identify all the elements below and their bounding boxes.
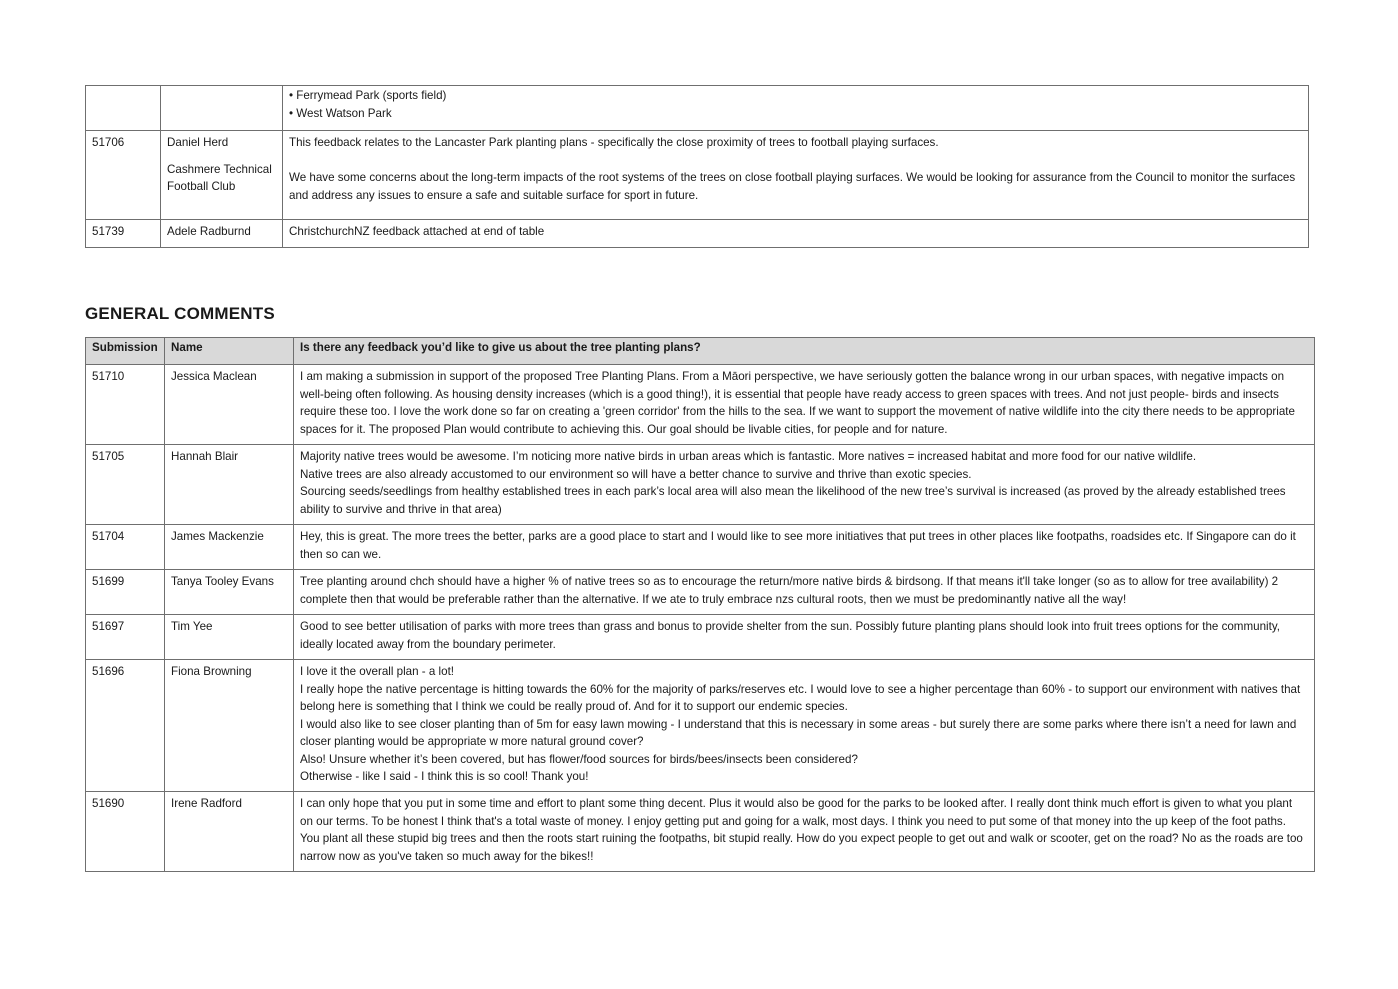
feedback-cell bbox=[283, 131, 1309, 220]
feedback-line: Sourcing seeds/seedlings from healthy established trees in each park’s local area will also mean the likelihood of the new tree’s survival is increased (as proved by the already established trees ability to survive and thrive in that area) bbox=[300, 485, 1286, 516]
column-header-feedback: Is there any feedback you’d like to give us about the tree planting plans? bbox=[294, 338, 1315, 365]
feedback-line: I love it the overall plan - a lot! bbox=[300, 665, 455, 678]
feedback-cell: I am making a submission in support of the proposed Tree Planting Plans. From a Māori perspective, we have seriously gotten the balance wrong in our urban spaces, with negative impacts on well-being often following. As housing density increases (which is a good thing!), it is essential that people have ready access to green spaces with trees. And not just people- birds and insects require these too. I love the work done so far on creating a 'green corridor' from the hills to the sea. If we want to support the movement of native wildlife into the city there needs to be appropriate spaces for it. The proposed Plan would contribute to achieving this. Our goal should be livable cities, for people and for nature. bbox=[294, 365, 1315, 445]
name-cell: Tanya Tooley Evans bbox=[165, 570, 294, 615]
table-row bbox=[86, 365, 1315, 445]
feedback-line: Otherwise - like I said - I think this is so cool! Thank you! bbox=[300, 770, 589, 783]
name-cell: Fiona Browning bbox=[165, 660, 294, 792]
submission-id-cell: 51690 bbox=[86, 792, 165, 872]
table-header-row bbox=[86, 338, 1315, 365]
bullet-line: • Ferrymead Park (sports field) bbox=[289, 89, 447, 102]
name-cell: Irene Radford bbox=[165, 792, 294, 872]
name-cell: Tim Yee bbox=[165, 615, 294, 660]
feedback-line: Majority native trees would be awesome. I’m noticing more native birds in urban areas which is fantastic. More natives = increased habitat and more food for our native wildlife. bbox=[300, 450, 1197, 463]
feedback-cell bbox=[294, 660, 1315, 792]
submission-id-cell: 51704 bbox=[86, 525, 165, 570]
name-cell bbox=[161, 131, 283, 220]
table-row bbox=[86, 525, 1315, 570]
feedback-cell: I can only hope that you put in some time and effort to plant some thing decent. Plus it would also be good for the parks to be looked after. I really dont think much effort is given to what you plant on our terms. To be honest I think that's a total waste of money. I enjoy getting put and going for a walk, most days. I think you need to put some of that money into the up keep of the foot paths. You plant all these stupid big trees and then the roots start ruining the footpaths, bit stupid really. How do you expect people to get out and walk or scooter, get on the road? No as the roads are too narrow now as you've taken so much away for the bikes!! bbox=[294, 792, 1315, 872]
table-row bbox=[86, 570, 1315, 615]
submitter-name: Daniel Herd bbox=[167, 136, 229, 149]
column-header-name: Name bbox=[165, 338, 294, 365]
table-row bbox=[86, 445, 1315, 525]
table-row bbox=[86, 131, 1309, 220]
organisation-name: Cashmere Technical Football Club bbox=[167, 162, 272, 193]
column-header-submission: Submission bbox=[86, 338, 165, 365]
general-comments-table bbox=[85, 337, 1315, 872]
feedback-line bbox=[289, 152, 1302, 170]
name-cell: James Mackenzie bbox=[165, 525, 294, 570]
submission-id-cell: 51699 bbox=[86, 570, 165, 615]
submission-id-cell: 51739 bbox=[86, 220, 161, 248]
feedback-line: Also! Unsure whether it’s been covered, but has flower/food sources for birds/bees/insects been considered? bbox=[300, 752, 858, 766]
feedback-cell: Hey, this is great. The more trees the better, parks are a good place to start and I would like to see more initiatives that put trees in other places like footpaths, roadsides etc. If Singapore can do it then so can we. bbox=[294, 525, 1315, 570]
feedback-cell bbox=[294, 445, 1315, 525]
name-cell: Adele Radburnd bbox=[161, 220, 283, 248]
feedback-line: This feedback relates to the Lancaster Park planting plans - specifically the close proximity of trees to football playing surfaces. bbox=[289, 136, 939, 149]
submission-id-cell: 51697 bbox=[86, 615, 165, 660]
bullet-line: • West Watson Park bbox=[289, 106, 392, 120]
table-row bbox=[86, 660, 1315, 792]
submission-id-cell: 51710 bbox=[86, 365, 165, 445]
name-cell: Jessica Maclean bbox=[165, 365, 294, 445]
submission-id-cell: 51706 bbox=[86, 131, 161, 220]
submission-id-cell bbox=[86, 86, 161, 131]
name-cell bbox=[161, 86, 283, 131]
table-row bbox=[86, 86, 1309, 131]
feedback-cell: Good to see better utilisation of parks with more trees than grass and bonus to provide shelter from the sun. Possibly future planting plans should look into fruit trees options for the community, ideally located away from the boundary perimeter. bbox=[294, 615, 1315, 660]
section-heading: GENERAL COMMENTS bbox=[85, 304, 275, 323]
feedback-line: We have some concerns about the long-term impacts of the root systems of the trees on close football playing surfaces. We would be looking for assurance from the Council to monitor the surfaces and address any issues to ensure a safe and suitable surface for sport in future. bbox=[289, 171, 1296, 202]
table-row bbox=[86, 792, 1315, 872]
feedback-line: I really hope the native percentage is hitting towards the 60% for the majority of parks/reserves etc. I would love to see a higher percentage than 60% - to support our environment with natives that belong here is something that I think we could be really proud of. And for it to support our endemic species. bbox=[300, 682, 1301, 713]
feedback-cell: Tree planting around chch should have a higher % of native trees so as to encourage the return/more native birds & birdsong. If that means it'll take longer (so as to allow for tree availability) 2 complete then that would be preferable rather than the alternative. If we ate to truly embrace nzs cultural roots, then we must be predominantly native all the way! bbox=[294, 570, 1315, 615]
table-row bbox=[86, 220, 1309, 248]
feedback-cell bbox=[283, 86, 1309, 131]
feedback-line: I would also like to see closer planting than of 5m for easy lawn mowing - I understand that this is necessary in some areas - but surely there are some parks where there isn’t a need for lawn and closer planting would be appropriate w more natural ground cover? bbox=[300, 717, 1297, 748]
feedback-line: Native trees are also already accustomed to our environment so will have a better chance to survive and thrive than exotic species. bbox=[300, 467, 972, 481]
continued-submissions-table bbox=[85, 85, 1309, 248]
submission-id-cell: 51705 bbox=[86, 445, 165, 525]
submission-id-cell: 51696 bbox=[86, 660, 165, 792]
name-cell: Hannah Blair bbox=[165, 445, 294, 525]
feedback-cell: ChristchurchNZ feedback attached at end of table bbox=[283, 220, 1309, 248]
table-row bbox=[86, 615, 1315, 660]
